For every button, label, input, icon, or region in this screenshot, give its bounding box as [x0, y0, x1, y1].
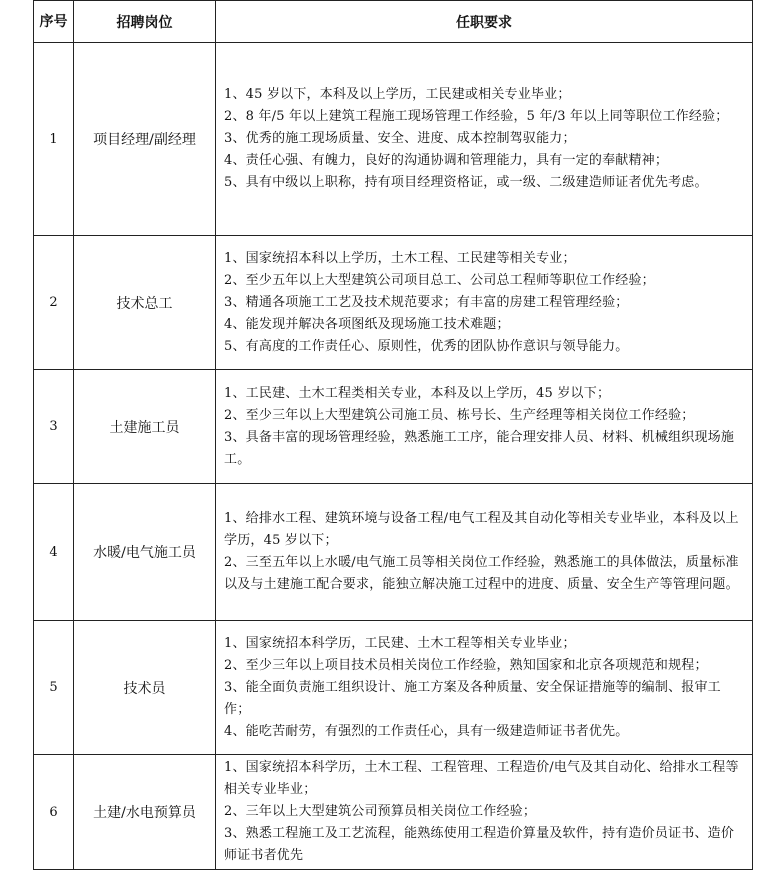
row-requirements [216, 621, 753, 755]
table-row [34, 43, 753, 236]
requirement-item: 3、具备丰富的现场管理经验，熟悉施工工序，能合理安排人员、材料、机械组织现场施工。 [224, 429, 735, 467]
table-row [34, 236, 753, 370]
requirement-item: 4、能发现并解决各项图纸及现场施工技术难题； [224, 316, 510, 332]
requirement-item: 1、工民建、土木工程类相关专业，本科及以上学历，45 岁以下； [224, 385, 611, 401]
row-no: 4 [34, 484, 74, 621]
row-requirements [216, 484, 753, 621]
row-requirements [216, 755, 753, 870]
requirement-item: 1、国家统招本科以上学历，土木工程、工民建等相关专业； [224, 250, 576, 266]
table-row [34, 621, 753, 755]
table-row [34, 755, 753, 870]
row-position: 技术员 [74, 621, 216, 755]
row-requirements [216, 43, 753, 236]
table-row [34, 370, 753, 484]
requirement-item: 2、三至五年以上水暖/电气施工员等相关岗位工作经验，熟悉施工的具体做法，质量标准以及与土建施工配合要求，能独立解决施工过程中的进度、质量、安全生产等管理问题。 [224, 555, 739, 592]
requirement-item: 4、责任心强、有魄力，良好的沟通协调和管理能力，具有一定的奉献精神； [224, 153, 669, 168]
row-requirements [216, 236, 753, 370]
requirement-item: 2、三年以上大型建筑公司预算员相关岗位工作经验； [224, 804, 537, 819]
requirement-item: 3、精通各项施工工艺及技术规范要求；有丰富的房建工程管理经验； [224, 294, 629, 310]
requirement-item: 5、具有中级以上职称，持有项目经理资格证，或一级、二级建造师证者优先考虑。 [224, 175, 708, 190]
row-no: 3 [34, 370, 74, 484]
row-position: 水暖/电气施工员 [74, 484, 216, 621]
requirement-item: 1、国家统招本科学历，工民建、土木工程等相关专业毕业； [224, 635, 576, 651]
requirement-item: 2、至少三年以上项目技术员相关岗位工作经验，熟知国家和北京各项规范和规程； [224, 657, 708, 673]
row-requirements [216, 370, 753, 484]
header-requirements: 任职要求 [216, 1, 753, 43]
table-header-row [34, 1, 753, 43]
requirement-item: 5、有高度的工作责任心、原则性，优秀的团队协作意识与领导能力。 [224, 338, 629, 354]
row-no: 1 [34, 43, 74, 236]
requirement-item: 2、至少三年以上大型建筑公司施工员、栋号长、生产经理等相关岗位工作经验； [224, 407, 695, 423]
requirement-item: 2、至少五年以上大型建筑公司项目总工、公司总工程师等职位工作经验； [224, 272, 655, 288]
requirement-item: 3、能全面负责施工组织设计、施工方案及各种质量、安全保证措施等的编制、报审工作； [224, 679, 721, 717]
row-position: 土建/水电预算员 [74, 755, 216, 870]
header-no: 序号 [34, 1, 74, 43]
requirement-item: 2、8 年/5 年以上建筑工程施工现场管理工作经验，5 年/3 年以上同等职位工作经验； [224, 109, 729, 124]
requirement-item: 1、国家统招本科学历，土木工程、工程管理、工程造价/电气及其自动化、给排水工程等相关专业毕业； [224, 760, 739, 797]
row-position: 土建施工员 [74, 370, 216, 484]
requirement-item: 3、熟悉工程施工及工艺流程，能熟练使用工程造价算量及软件，持有造价员证书、造价师证书者优先 [224, 826, 735, 863]
row-no: 5 [34, 621, 74, 755]
row-no: 6 [34, 755, 74, 870]
row-no: 2 [34, 236, 74, 370]
header-position: 招聘岗位 [74, 1, 216, 43]
row-position: 技术总工 [74, 236, 216, 370]
row-position: 项目经理/副经理 [74, 43, 216, 236]
requirement-item: 1、45 岁以下，本科及以上学历，工民建或相关专业毕业； [224, 87, 571, 102]
requirement-item: 1、给排水工程、建筑环境与设备工程/电气工程及其自动化等相关专业毕业，本科及以上学历，45 岁以下； [224, 511, 739, 548]
table-row [34, 484, 753, 621]
recruitment-table [33, 0, 753, 870]
requirement-item: 3、优秀的施工现场质量、安全、进度、成本控制驾驭能力； [224, 131, 576, 146]
requirement-item: 4、能吃苦耐劳，有强烈的工作责任心，具有一级建造师证书者优先。 [224, 723, 629, 739]
